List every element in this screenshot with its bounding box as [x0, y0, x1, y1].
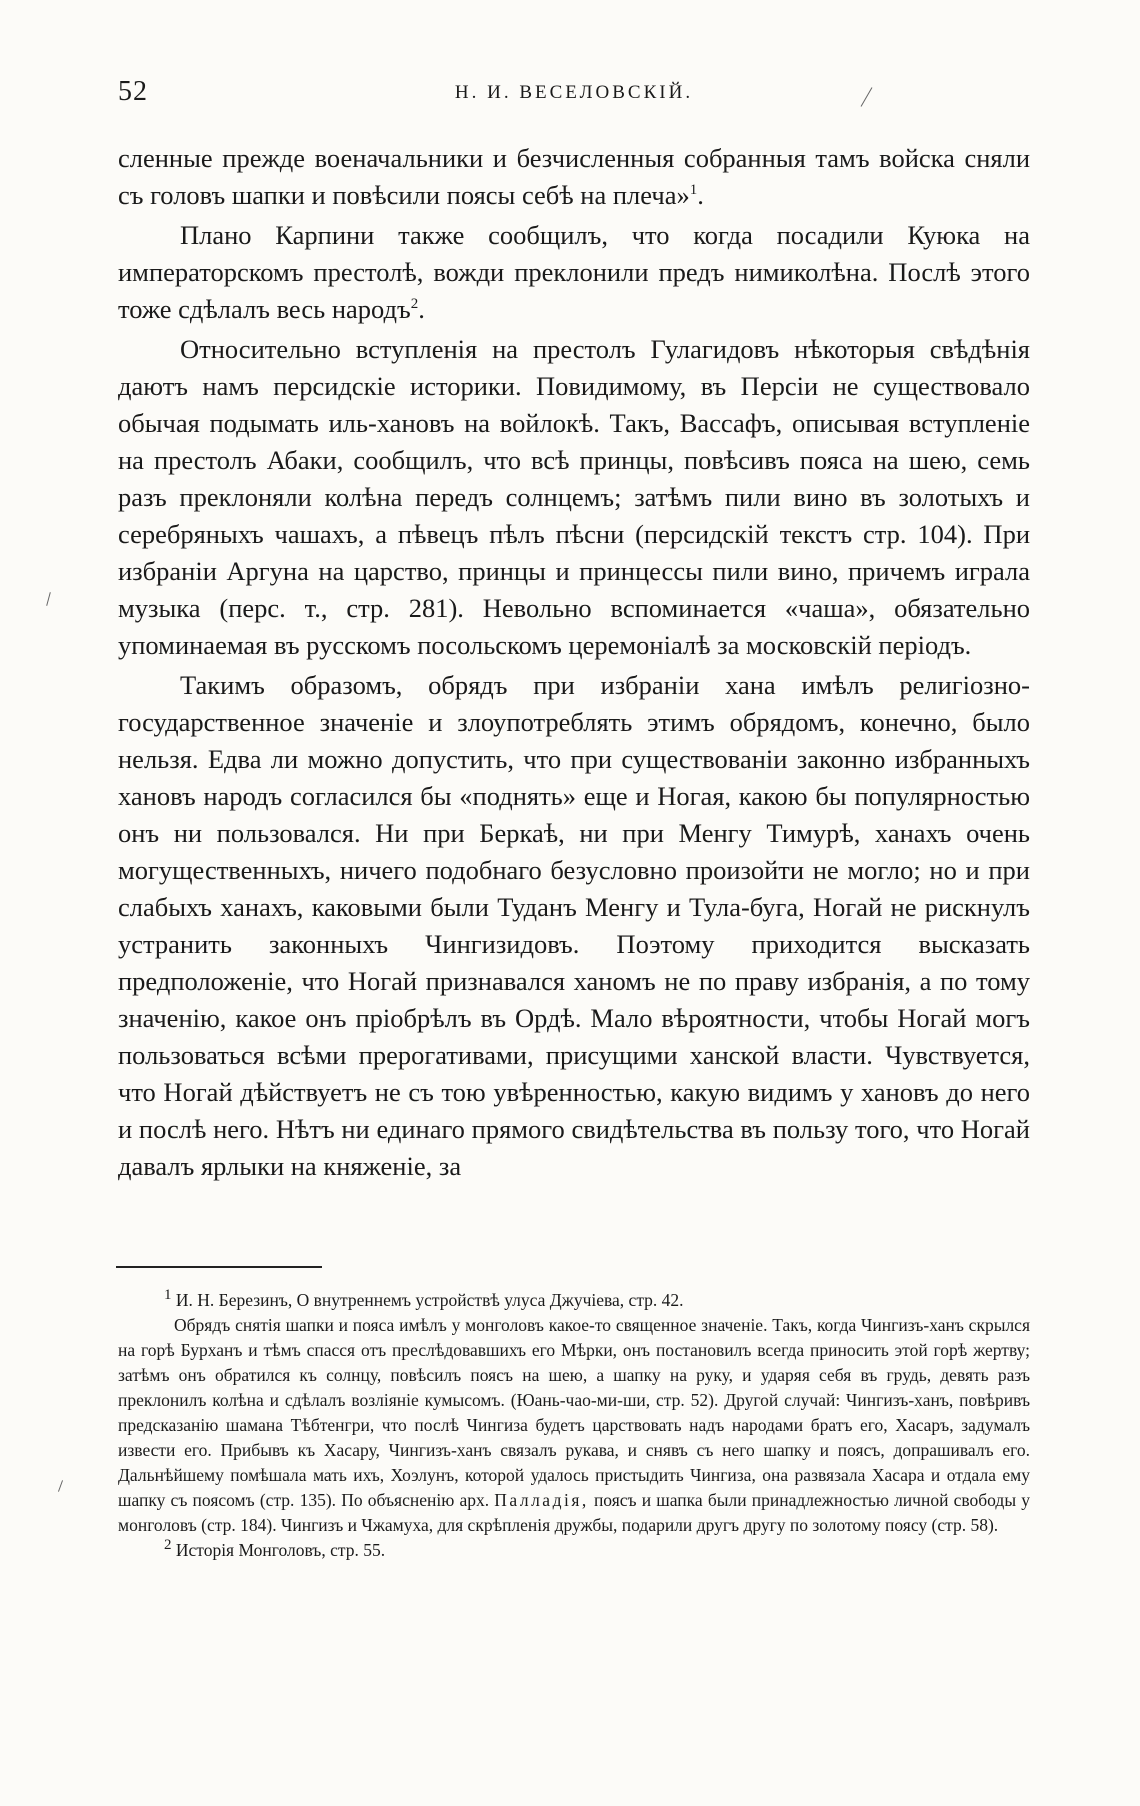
scan-speck-mark — [58, 1480, 63, 1492]
main-text — [118, 140, 1030, 1185]
scan-speck-mark — [46, 592, 51, 606]
footnote-2-text: Исторія Монголовъ, стр. 55. — [175, 1540, 386, 1560]
paragraph-gulagids: Относительно вступленія на престолъ Гулагидовъ нѣкоторыя свѣдѣнія даютъ намъ персидскіе историки. Повидимому, въ Персіи не существовало обычая подымать иль-хановъ на войлокѣ. Такъ, Вассафъ, описывая вступленіе на престолъ Абаки, сообщилъ, что всѣ принцы, повѣсивъ пояса на шею, семь разъ преклоняли колѣна передъ солнцемъ; затѣмъ пили вино въ золотыхъ и серебряныхъ чашахъ, а пѣвецъ пѣлъ пѣсни (персидскій текстъ стр. 104). При избраніи Аргуна на царство, принцы и принцессы пили вино, причемъ играла музыка (перс. т., стр. 281). Невольно вспоминается «чаша», обязательно упоминаемая въ русскомъ посольскомъ церемоніалѣ за московскій періодъ. — [118, 334, 1030, 660]
paragraph-nogai: Такимъ образомъ, обрядъ при избраніи хана имѣлъ религіозно-государственное значеніе и злоупотреблять этимъ обрядомъ, конечно, было нельзя. Едва ли можно допустить, что при существованіи законно избранныхъ хановъ народъ согласился бы «поднять» еще и Ногая, какою бы популярностью онъ ни пользовался. Ни при Беркаѣ, ни при Менгу Тимурѣ, ханахъ очень могущественныхъ, ничего подобнаго безусловно произойти не могло; но и при слабыхъ ханахъ, каковыми были Туданъ Менгу и Тула-буга, Ногай не рискнулъ устранить законныхъ Чингизидовъ. Поэтому приходится высказать предположеніе, что Ногай признавался ханомъ не по праву избранія, а по тому значенію, какое онъ пріобрѣлъ въ Ордѣ. Мало вѣроятности, чтобы Ногай могъ пользоваться всѣми прерогативами, присущими ханской власти. Чувствуется, что Ногай дѣйствуетъ не съ тою увѣренностью, какую видимъ у хановъ до него и послѣ него. Нѣтъ ни единаго прямого свидѣтельства въ пользу того, что Ногай давалъ ярлыки на княженіе, за — [118, 670, 1030, 1181]
footnote-number-1: 1 — [164, 1287, 172, 1304]
paragraph-continuation: сленные прежде военачальники и безчисленныя собранныя тамъ войска сняли съ головъ шапки и повѣсили поясы себѣ на плеча»$^1$. — [118, 143, 1030, 210]
footnote-1-cont-b: поясъ и шапка были принадлежностью личной свободы у монголовъ (стр. 184). Чингизъ и Чжамуха, для скрѣпленія дружбы, подарили другъ другу по золотому поясу (стр. 58). — [118, 1490, 1031, 1535]
footnote-1 — [118, 1288, 1030, 1313]
footnote-name-palladius: Палладія, — [494, 1490, 589, 1510]
footnote-mark-1: 1 — [689, 182, 698, 199]
paragraph-text: сленные прежде военачальники и безчисленныя собранныя тамъ войска сняли съ головъ шапки и повѣсили поясы себѣ на плеча» — [118, 143, 1030, 210]
footnote-1-cont-a: Обрядъ снятія шапки и пояса имѣлъ у монголовъ какое-то священное значеніе. Такъ, когда Чингизъ-ханъ скрылся на горѣ Бурханъ и тѣмъ спасся отъ преслѣдовавшихъ его Мѣрки, онъ постановилъ всегда приносить этой горѣ жертву; затѣмъ онъ обратился къ солнцу, повѣсилъ поясъ на шею, а шапку на руку, и ударяя себя въ грудь, девять разъ преклонилъ колѣна и сдѣлалъ возліяніе кумысомъ. (Юань-чао-ми-ши, стр. 52). Другой случай: Чингизъ-ханъ, повѣривъ предсказанію шамана Тѣбтенгри, что послѣ Чингиза будетъ царствовать надъ народами братъ его, Хасаръ, задумалъ извести его. Прибывъ къ Хасару, Чингизъ-ханъ связалъ рукава, и снявъ съ него шапку и поясъ, допрашивалъ его. Дальнѣйшему помѣшала мать ихъ, Хоэлунъ, которой удалось пристыдить Чингиза, она развязала Хасара и отдала ему шапку съ поясомъ (стр. 135). По объясненію арх. — [118, 1315, 1030, 1510]
footnote-2 — [118, 1538, 1030, 1563]
footnote-1-text: И. Н. Березинъ, О внутреннемъ устройствѣ улуса Джучіева, стр. 42. — [175, 1290, 684, 1310]
footnote-number-2: 2 — [164, 1537, 172, 1554]
footnote-mark-2: 2 — [410, 296, 419, 313]
footnotes — [118, 1288, 1030, 1563]
footnote-1-continuation — [118, 1313, 1030, 1538]
paragraph-text: Плано Карпини также сообщилъ, что когда посадили Куюка на императорскомъ престолѣ, вожди преклонили предъ нимиколѣна. Послѣ этого тоже сдѣлалъ весь народъ — [118, 220, 1030, 324]
footnote-rule — [116, 1266, 322, 1268]
paragraph-plano-carpini: Плано Карпини также сообщилъ, что когда посадили Куюка на императорскомъ престолѣ, вожди преклонили предъ нимиколѣна. Послѣ этого тоже сдѣлалъ весь народъ$^2$. — [118, 220, 1030, 324]
page-header — [118, 76, 1030, 116]
running-head: Н. И. ВЕСЕЛОВСКІЙ. — [454, 82, 694, 103]
page-number: 52 — [118, 76, 148, 107]
